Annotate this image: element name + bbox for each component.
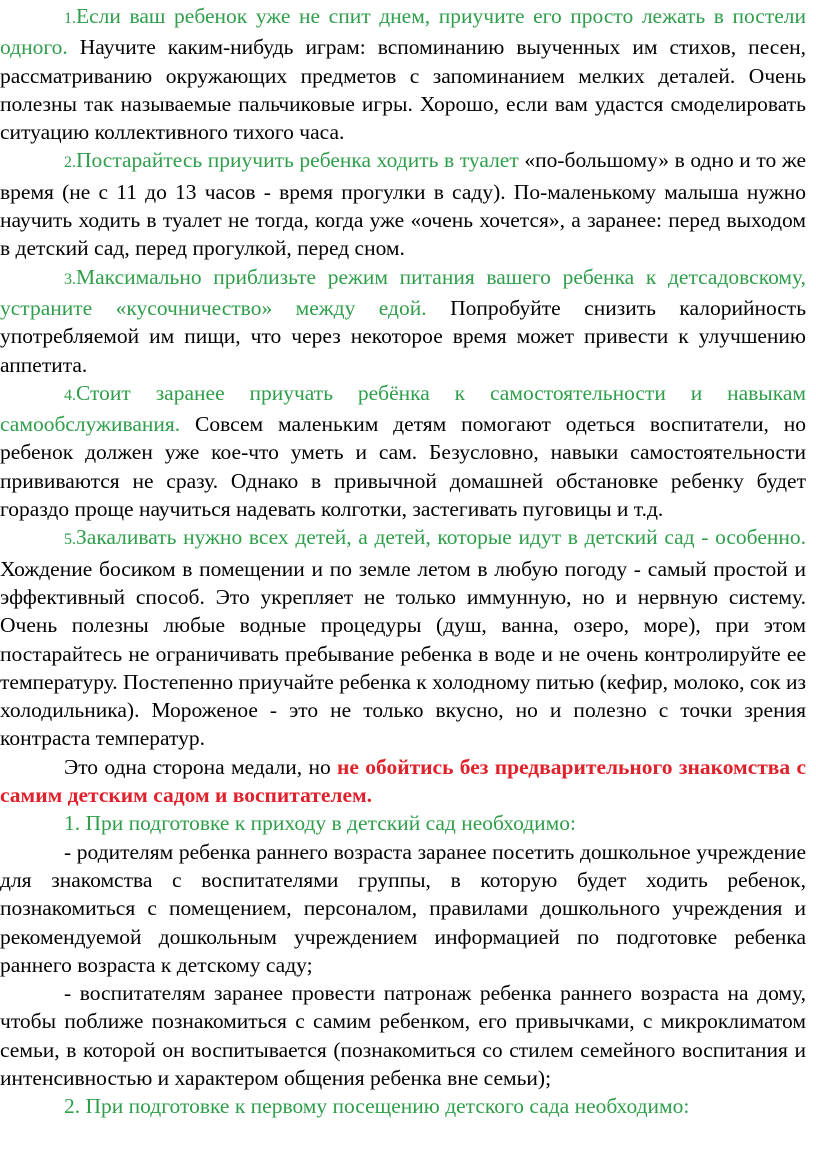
item-body: Научите каким-нибудь играм: вспоминанию выученных им стихов, песен, рассматриванию окружающих предметов с запоминанием мелких деталей. Очень полезны так называемые пальчиковые игры. Хорошо, если вам удастся смоделировать ситуацию коллективного тихого часа. xyxy=(0,35,806,145)
item-number: 4. xyxy=(64,386,76,404)
item-number: 5. xyxy=(64,531,76,549)
item-heading: Если ваш ребенок уже не спит днем, приучите его просто лежать в постели одного. xyxy=(0,4,806,60)
medal-paragraph xyxy=(0,753,806,810)
list-item-3 xyxy=(0,263,806,379)
item-number: 1. xyxy=(64,10,76,27)
section-2-heading: 2. При подготовке к первому посещению детского сада необходимо: xyxy=(64,1094,690,1119)
medal-text: Это одна сторона медали, но xyxy=(64,754,338,779)
section-1-bullet-2: - воспитателям заранее провести патронаж ребенка раннего возраста на дому, чтобы поближе познакомиться с самим ребенком, его привычками, с микроклиматом семьи, в которой он воспитывается (познакомиться со стилем семейного воспитания и интенсивностью и характером общения ребенка вне семьи); xyxy=(0,981,806,1090)
item-heading: Постарайтесь приучить ребенка ходить в туалет xyxy=(76,148,519,173)
list-item-2 xyxy=(0,146,806,262)
list-item-4 xyxy=(0,379,806,523)
item-number: 2. xyxy=(64,154,76,172)
item-body: «по-большому» в одно и то же время (не с 11 до 13 часов - время прогулки в саду). По-маленькому малыша нужно научить ходить в туалет не тогда, когда уже «очень хочется», а заранее: перед выходом в детский сад, перед прогулкой, перед сном. xyxy=(0,148,806,261)
item-body: Попробуйте снизить калорийность употребляемой им пищи, что через некоторое время может привести к улучшению аппетита. xyxy=(0,295,806,377)
section-1-bullet-1: - родителям ребенка раннего возраста заранее посетить дошкольное учреждение для знакомства с воспитателями группы, в которую будет ходить ребенок, познакомиться с помещением, персоналом, правилами дошкольного учреждения и рекомендуемой дошкольным учреждением информацией по подготовке ребенка раннего возраста к детскому саду; xyxy=(0,839,806,977)
item-body: Хождение босиком в помещении и по земле летом в любую погоду - самый простой и эффективный способ. Это укрепляет не только иммунную, но и нервную систему. Очень полезны любые водные процедуры (душ, ванна, озеро, море), при этом постарайтесь не ограничивать пребывание ребенка в воде и не очень контролируйте ее температуру. Постепенно приучайте ребенка к холодному питью (кефир, молоко, сок из холодильника). Мороженое - это не только вкусно, но и полезно с точки зрения контраста температур. xyxy=(0,556,806,751)
item-number: 3. xyxy=(64,270,76,288)
medal-highlight: не обойтись без предварительного знакомства с самим детским садом и воспитателем. xyxy=(0,754,806,808)
item-heading: Максимально приблизьте режим питания вашего ребенка к детсадовскому, устраните «кусочничество» между едой. xyxy=(0,264,806,320)
item-heading: Закаливать нужно всех детей, а детей, которые идут в детский сад - особенно. xyxy=(76,525,806,550)
item-heading: Стоит заранее приучать ребёнка к самостоятельности и навыкам самообслуживания. xyxy=(0,380,806,437)
item-body: Совсем маленьким детям помогают одеться воспитатели, но ребенок должен уже кое-что уметь и сам. Безусловно, навыки самостоятельности прививаются не сразу. Однако в привычной домашней обстановке ребенку будет гораздо проще научиться надевать колготки, застегивать пуговицы и т.д. xyxy=(0,412,806,522)
list-item-1 xyxy=(0,2,806,146)
section-1-heading: 1. При подготовке к приходу в детский сад необходимо: xyxy=(64,811,576,836)
list-item-5 xyxy=(0,523,806,752)
